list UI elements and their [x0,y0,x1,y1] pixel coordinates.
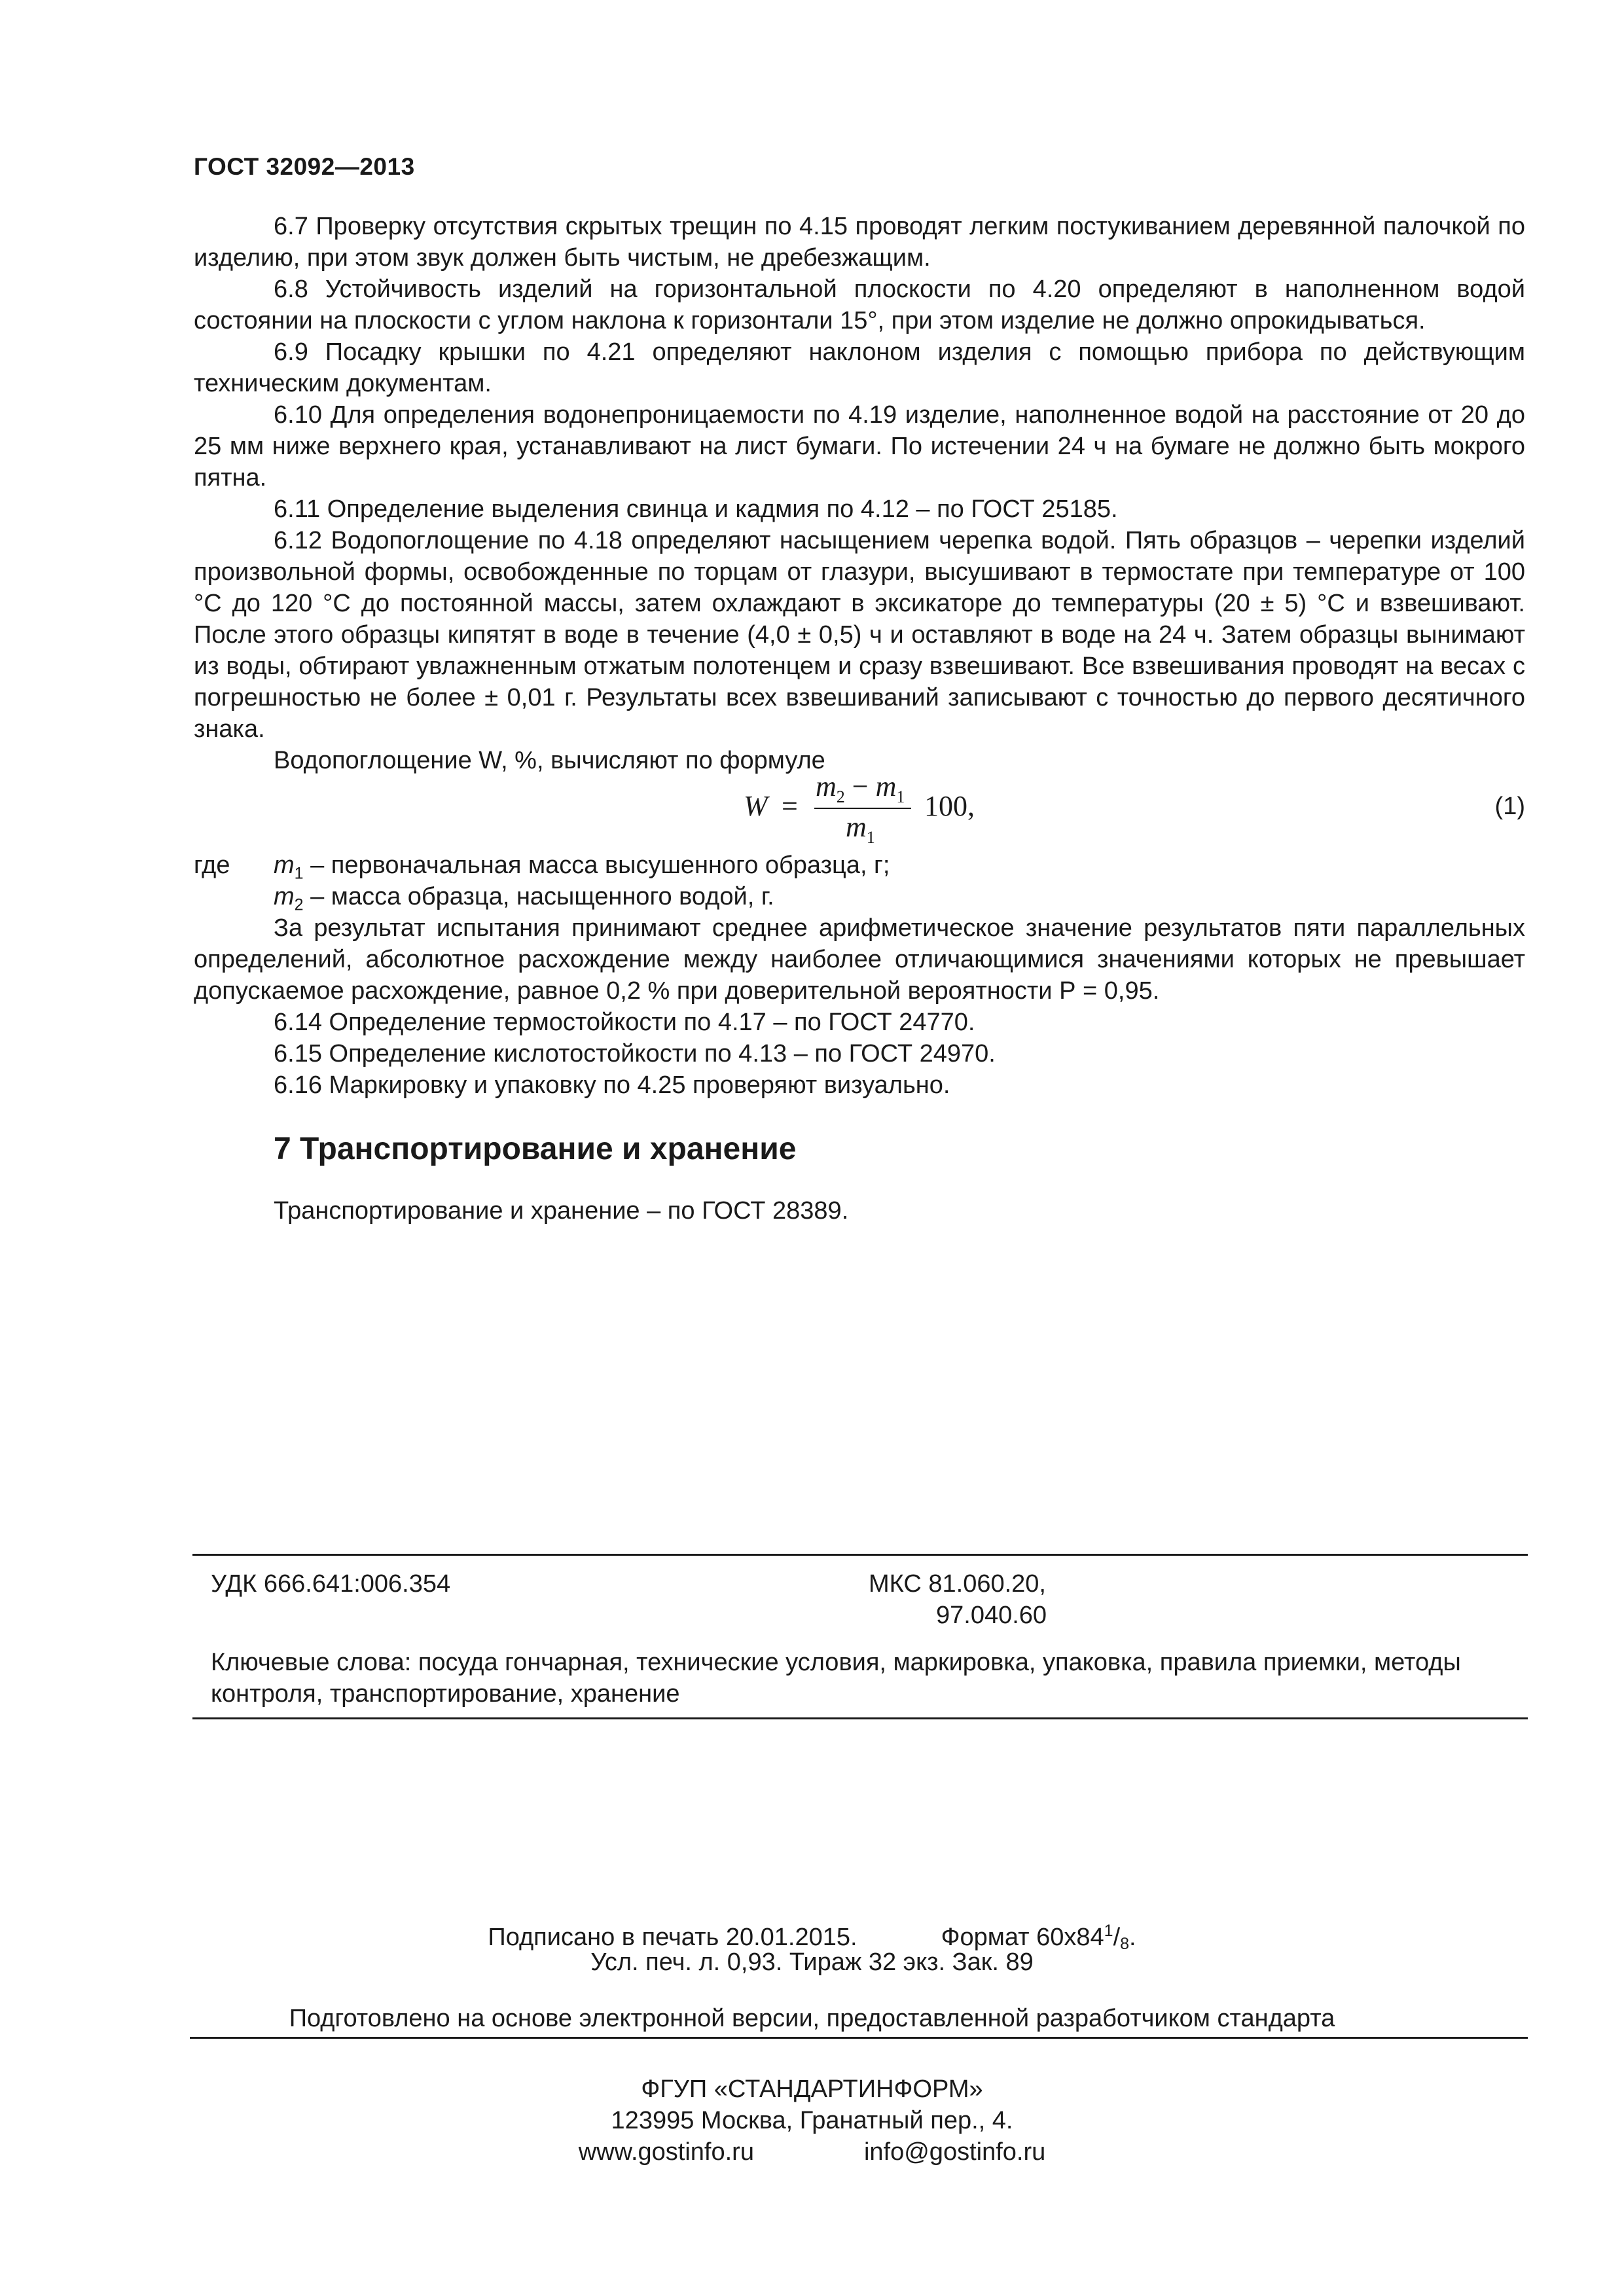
imprint-rule [190,2037,1528,2039]
fraction-bar [814,808,911,809]
paper-format: Формат $60x84^1/8$. [941,1922,1136,1953]
water-absorption-formula [744,770,1019,850]
paragraph-6-16: 6.16 Маркировку и упаковку по 4.25 проверяют визуально. [274,1071,950,1099]
definition-m2: $m_2$ – масса образца, насыщенного водой, г. [274,883,774,914]
document-header: ГОСТ 32092—2013 [194,153,415,180]
signed-date: Подписано в печать 20.01.2015. [488,1924,857,1951]
section-7-title: 7 Транспортирование и хранение [274,1132,797,1166]
mks-code-2: 97.040.60 [936,1602,1047,1629]
publisher-name: ФГУП «СТАНДАРТИНФОРМ» [641,2075,983,2103]
formula-numerator: $m_2 - m_1$ [816,770,905,806]
formula-row [194,770,1525,850]
definition-m1: $m_1$ – первоначальная масса высушенного образца, г; [274,852,890,883]
udk-code: УДК 666.641:006.354 [211,1570,451,1598]
paragraph-6-10: 6.10 Для определения водонепроницаемости по 4.19 изделие, наполненное водой на расстояние от 20 до 25 мм ниже верхнего края, устанавливают на лист бумаги. По истечении 24 ч на бумаге не должно быть мокрого пятна. [194,401,1525,492]
section-7-body: Транспортирование и хранение – по ГОСТ 28389. [274,1197,849,1225]
paragraph-6-9: 6.9 Посадку крышки по 4.21 определяют наклоном изделия с помощью прибора по действующим техническим документам. [194,338,1525,397]
paragraph-6-14: 6.14 Определение термостойкости по 4.17 – по ГОСТ 24770. [274,1009,975,1036]
result-paragraph: За результат испытания принимают среднее арифметическое значение результатов пяти параллельных определений, абсолютное расхождение между наиболее отличающимися значениями которых не превышает допускаемое расхождение, равное 0,2 % при доверительной вероятности Р = 0,95. [194,914,1525,1005]
prepared-note: Подготовлено на основе электронной версии, предоставленной разработчиком стандарта [289,2005,1335,2032]
definition-row-1 [194,850,1525,881]
email-link[interactable]: info@gostinfo.ru [863,2138,1046,2166]
formula-denominator: $m_1$ [846,811,875,847]
keywords: Ключевые слова: посуда гончарная, технические условия, маркировка, упаковка, правила приемки, методы контроля, транспортирование, хранение [211,1649,1461,1708]
paragraph-6-11: 6.11 Определение выделения свинца и кадмия по 4.12 – по ГОСТ 25185. [274,495,1118,523]
formula-equals: = [782,790,798,822]
publisher-address: 123995 Москва, Гранатный пер., 4. [611,2107,1013,2134]
website-link[interactable]: www.gostinfo.ru [578,2138,754,2166]
print-info: Усл. печ. л. 0,93. Тираж 32 экз. Зак. 89 [590,1948,1034,1976]
classification-top-rule [192,1554,1528,1556]
paragraph-6-15: 6.15 Определение кислотостойкости по 4.13 – по ГОСТ 24970. [274,1040,996,1067]
paragraph-6-7: 6.7 Проверку отсутствия скрытых трещин по 4.15 проводят легким постукиванием деревянной палочкой по изделию, при этом звук должен быть чистым, не дребезжащим. [194,213,1525,272]
paragraph-6-12: 6.12 Водопоглощение по 4.18 определяют насыщением черепка водой. Пять образцов – черепки изделий произвольной формы, освобожденные по торцам от глазури, высушивают в термостате при температуре от 100 °С до 120 °С до постоянной массы, затем охлаждают в эксикаторе до температуры (20 ± 5) °С и взвешивают. После этого образцы кипятят в воде в течение (4,0 ± 0,5) ч и оставляют в воде на 24 ч. Затем образцы вынимают из воды, обтирают увлажненным отжатым полотенцем и сразу взвешивают. Все взвешивания проводят на весах с погрешностью не более ± 0,01 г. Результаты всех взвешиваний записывают с точностью до первого десятичного знака. [194,527,1525,743]
definition-row-2 [194,881,1525,912]
formula-number: (1) [1494,793,1525,820]
mks-code-1: МКС 81.060.20, [869,1570,1046,1598]
main-text [194,211,1525,1227]
paragraph-6-8: 6.8 Устойчивость изделий на горизонтальной плоскости по 4.20 определяют в наполненном водой состоянии на плоскости с углом наклона к горизонтали 15°, при этом изделие не должно опрокидываться. [194,276,1525,334]
publisher-contacts [0,2136,1624,2168]
formula-factor: 100, [924,790,975,822]
formula-intro: Водопоглощение W, %, вычисляют по формуле [274,747,825,774]
where-word: где [194,852,230,879]
classification-bottom-rule [192,1717,1528,1719]
formula-lhs: W [744,790,768,822]
